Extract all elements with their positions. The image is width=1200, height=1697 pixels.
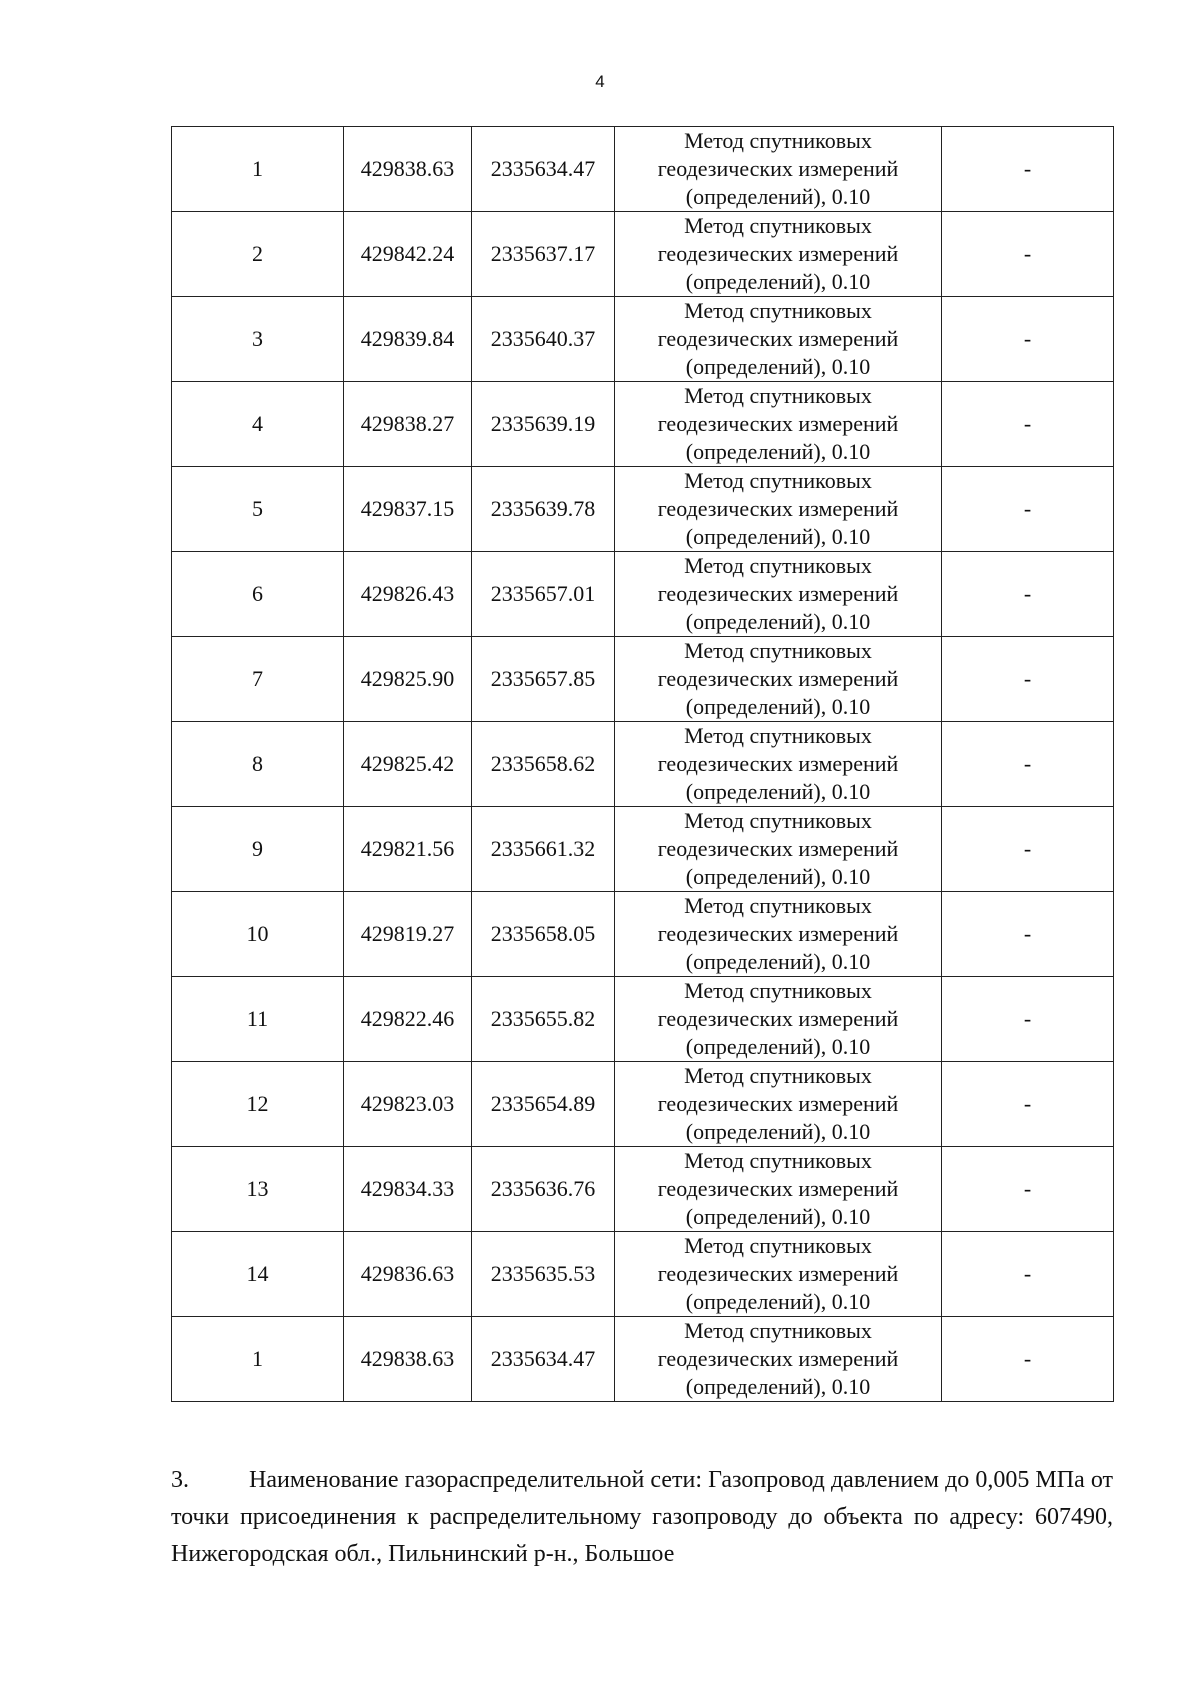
note-cell: -: [942, 637, 1114, 722]
x-coordinate-cell: 429836.63: [344, 1232, 472, 1317]
note-cell: -: [942, 552, 1114, 637]
point-number-cell: 13: [172, 1147, 344, 1232]
method-line: Метод спутниковых: [684, 1063, 872, 1088]
section-text: Наименование газораспределительной сети: Газопровод давлением до 0,005 МПа от точки присоединения к распределительному газопроводу до объекта по адресу: 607490, Нижегородская обл., Пильнинский р-н., Большое: [171, 1467, 1113, 1567]
method-line: Метод спутниковых: [684, 723, 872, 748]
table-row: [172, 892, 1114, 977]
method-line: (определений), 0.10: [685, 1374, 871, 1399]
x-coordinate-cell: 429825.90: [344, 637, 472, 722]
note-cell: -: [942, 212, 1114, 297]
method-line: (определений), 0.10: [685, 1034, 871, 1059]
note-cell: -: [942, 127, 1114, 212]
method-line: геодезических измерений: [657, 241, 899, 266]
y-coordinate-cell: 2335636.76: [472, 1147, 615, 1232]
method-line: (определений), 0.10: [685, 609, 871, 634]
note-cell: -: [942, 1232, 1114, 1317]
y-coordinate-cell: 2335655.82: [472, 977, 615, 1062]
x-coordinate-cell: 429826.43: [344, 552, 472, 637]
y-coordinate-cell: 2335658.05: [472, 892, 615, 977]
table-row: [172, 1232, 1114, 1317]
method-cell: [615, 467, 942, 552]
method-cell: [615, 297, 942, 382]
section-number: 3.: [171, 1467, 189, 1493]
x-coordinate-cell: 429821.56: [344, 807, 472, 892]
method-line: геодезических измерений: [657, 1261, 899, 1286]
method-cell: [615, 637, 942, 722]
table-row: [172, 637, 1114, 722]
method-line: (определений), 0.10: [685, 184, 871, 209]
method-line: Метод спутниковых: [684, 1233, 872, 1258]
method-line: (определений), 0.10: [685, 864, 871, 889]
y-coordinate-cell: 2335637.17: [472, 212, 615, 297]
point-number-cell: 9: [172, 807, 344, 892]
x-coordinate-cell: 429834.33: [344, 1147, 472, 1232]
y-coordinate-cell: 2335635.53: [472, 1232, 615, 1317]
table-row: [172, 552, 1114, 637]
method-line: геодезических измерений: [657, 751, 899, 776]
point-number-cell: 1: [172, 127, 344, 212]
x-coordinate-cell: 429819.27: [344, 892, 472, 977]
table-row: [172, 297, 1114, 382]
note-cell: -: [942, 467, 1114, 552]
y-coordinate-cell: 2335657.01: [472, 552, 615, 637]
table-row: [172, 977, 1114, 1062]
table-row: [172, 467, 1114, 552]
method-line: геодезических измерений: [657, 326, 899, 351]
table-row: [172, 382, 1114, 467]
point-number-cell: 1: [172, 1317, 344, 1402]
point-number-cell: 2: [172, 212, 344, 297]
method-cell: [615, 1232, 942, 1317]
method-line: Метод спутниковых: [684, 978, 872, 1003]
table-row: [172, 212, 1114, 297]
note-cell: -: [942, 1317, 1114, 1402]
table-row: [172, 127, 1114, 212]
method-cell: [615, 212, 942, 297]
method-line: геодезических измерений: [657, 921, 899, 946]
point-number-cell: 7: [172, 637, 344, 722]
method-line: (определений), 0.10: [685, 269, 871, 294]
y-coordinate-cell: 2335661.32: [472, 807, 615, 892]
point-number-cell: 4: [172, 382, 344, 467]
point-number-cell: 14: [172, 1232, 344, 1317]
method-cell: [615, 977, 942, 1062]
method-line: Метод спутниковых: [684, 468, 872, 493]
coordinates-table-body: [172, 127, 1114, 1402]
method-line: геодезических измерений: [657, 836, 899, 861]
method-cell: [615, 1317, 942, 1402]
method-cell: [615, 127, 942, 212]
y-coordinate-cell: 2335654.89: [472, 1062, 615, 1147]
method-line: Метод спутниковых: [684, 1148, 872, 1173]
table-row: [172, 1317, 1114, 1402]
method-line: геодезических измерений: [657, 1006, 899, 1031]
method-line: геодезических измерений: [657, 1091, 899, 1116]
x-coordinate-cell: 429838.63: [344, 1317, 472, 1402]
note-cell: -: [942, 297, 1114, 382]
method-line: Метод спутниковых: [684, 638, 872, 663]
x-coordinate-cell: 429839.84: [344, 297, 472, 382]
method-line: Метод спутниковых: [684, 298, 872, 323]
method-line: (определений), 0.10: [685, 1119, 871, 1144]
x-coordinate-cell: 429825.42: [344, 722, 472, 807]
method-line: Метод спутниковых: [684, 808, 872, 833]
note-cell: -: [942, 1147, 1114, 1232]
x-coordinate-cell: 429838.63: [344, 127, 472, 212]
note-cell: -: [942, 1062, 1114, 1147]
x-coordinate-cell: 429837.15: [344, 467, 472, 552]
point-number-cell: 12: [172, 1062, 344, 1147]
table-row: [172, 1062, 1114, 1147]
method-cell: [615, 722, 942, 807]
y-coordinate-cell: 2335634.47: [472, 1317, 615, 1402]
table-row: [172, 1147, 1114, 1232]
point-number-cell: 6: [172, 552, 344, 637]
method-cell: [615, 892, 942, 977]
point-number-cell: 5: [172, 467, 344, 552]
point-number-cell: 8: [172, 722, 344, 807]
note-cell: -: [942, 382, 1114, 467]
point-number-cell: 11: [172, 977, 344, 1062]
method-line: геодезических измерений: [657, 1346, 899, 1371]
point-number-cell: 3: [172, 297, 344, 382]
y-coordinate-cell: 2335639.19: [472, 382, 615, 467]
method-line: Метод спутниковых: [684, 553, 872, 578]
y-coordinate-cell: 2335658.62: [472, 722, 615, 807]
coordinates-table: [171, 126, 1114, 1402]
method-line: (определений), 0.10: [685, 439, 871, 464]
note-cell: -: [942, 977, 1114, 1062]
method-cell: [615, 382, 942, 467]
method-line: геодезических измерений: [657, 411, 899, 436]
x-coordinate-cell: 429842.24: [344, 212, 472, 297]
x-coordinate-cell: 429822.46: [344, 977, 472, 1062]
method-line: (определений), 0.10: [685, 694, 871, 719]
method-line: (определений), 0.10: [685, 779, 871, 804]
note-cell: -: [942, 807, 1114, 892]
table-row: [172, 722, 1114, 807]
method-line: (определений), 0.10: [685, 354, 871, 379]
section-paragraph: [171, 1462, 1113, 1573]
method-cell: [615, 1062, 942, 1147]
method-line: геодезических измерений: [657, 666, 899, 691]
method-line: Метод спутниковых: [684, 893, 872, 918]
method-line: геодезических измерений: [657, 1176, 899, 1201]
method-line: (определений), 0.10: [685, 949, 871, 974]
note-cell: -: [942, 892, 1114, 977]
note-cell: -: [942, 722, 1114, 807]
method-line: геодезических измерений: [657, 156, 899, 181]
x-coordinate-cell: 429823.03: [344, 1062, 472, 1147]
method-line: геодезических измерений: [657, 496, 899, 521]
method-line: геодезических измерений: [657, 581, 899, 606]
point-number-cell: 10: [172, 892, 344, 977]
y-coordinate-cell: 2335634.47: [472, 127, 615, 212]
y-coordinate-cell: 2335657.85: [472, 637, 615, 722]
method-line: Метод спутниковых: [684, 213, 872, 238]
method-cell: [615, 1147, 942, 1232]
method-line: (определений), 0.10: [685, 524, 871, 549]
method-cell: [615, 552, 942, 637]
method-line: (определений), 0.10: [685, 1289, 871, 1314]
method-cell: [615, 807, 942, 892]
method-line: Метод спутниковых: [684, 128, 872, 153]
table-row: [172, 807, 1114, 892]
y-coordinate-cell: 2335639.78: [472, 467, 615, 552]
y-coordinate-cell: 2335640.37: [472, 297, 615, 382]
method-line: Метод спутниковых: [684, 383, 872, 408]
page-number: 4: [595, 72, 605, 91]
method-line: Метод спутниковых: [684, 1318, 872, 1343]
method-line: (определений), 0.10: [685, 1204, 871, 1229]
x-coordinate-cell: 429838.27: [344, 382, 472, 467]
